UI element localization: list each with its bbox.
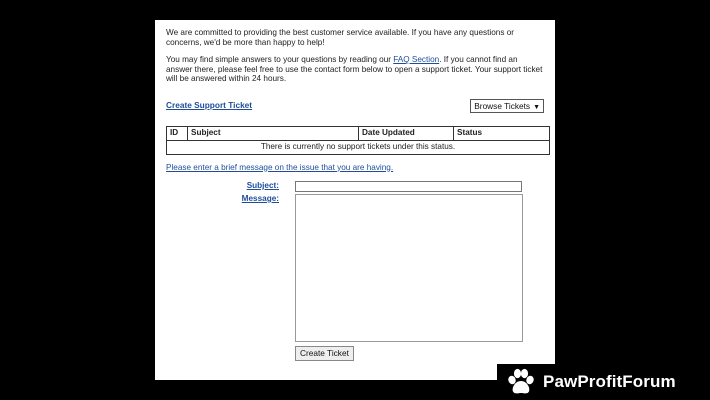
faq-text-before: You may find simple answers to your questions by reading our (166, 55, 394, 64)
form-hint-text: Please enter a brief message on the issue that you are having. (166, 162, 394, 172)
watermark-text: PawProfitForum (543, 372, 676, 391)
faq-paragraph (166, 55, 544, 84)
subject-label: Subject: (246, 181, 279, 190)
message-label: Message: (241, 194, 279, 203)
message-textarea[interactable] (295, 194, 523, 342)
create-support-ticket-link[interactable]: Create Support Ticket (166, 99, 253, 110)
empty-table-message: There is currently no support tickets under this status. (167, 140, 550, 154)
column-header-date-updated[interactable]: Date Updated (359, 126, 454, 140)
faq-text-after: . If you cannot find an answer there, please feel free to use the contact form below to open a support ticket. Your support ticket will be answered within 24 hours. (166, 55, 543, 83)
caret-down-icon: ▼ (533, 103, 540, 111)
browse-tickets-select[interactable] (470, 99, 544, 113)
faq-link[interactable]: FAQ Section (393, 55, 440, 64)
support-panel (155, 20, 555, 380)
table-header-row (167, 126, 550, 140)
paw-icon (503, 367, 537, 397)
column-header-status[interactable]: Status (454, 126, 550, 140)
form-hint (166, 163, 544, 173)
watermark-logo (497, 364, 710, 400)
column-header-subject[interactable]: Subject (188, 126, 359, 140)
column-header-id[interactable]: ID (167, 126, 188, 140)
create-ticket-button[interactable]: Create Ticket (295, 346, 354, 361)
ticket-toolbar (166, 99, 544, 113)
table-row (167, 140, 550, 154)
subject-input[interactable] (295, 181, 522, 192)
browse-tickets-label: Browse Tickets (474, 100, 531, 111)
intro-paragraph: We are committed to providing the best customer service available. If you have any questions or concerns, we'd be more than happy to help! (166, 28, 514, 47)
tickets-table (166, 126, 550, 155)
